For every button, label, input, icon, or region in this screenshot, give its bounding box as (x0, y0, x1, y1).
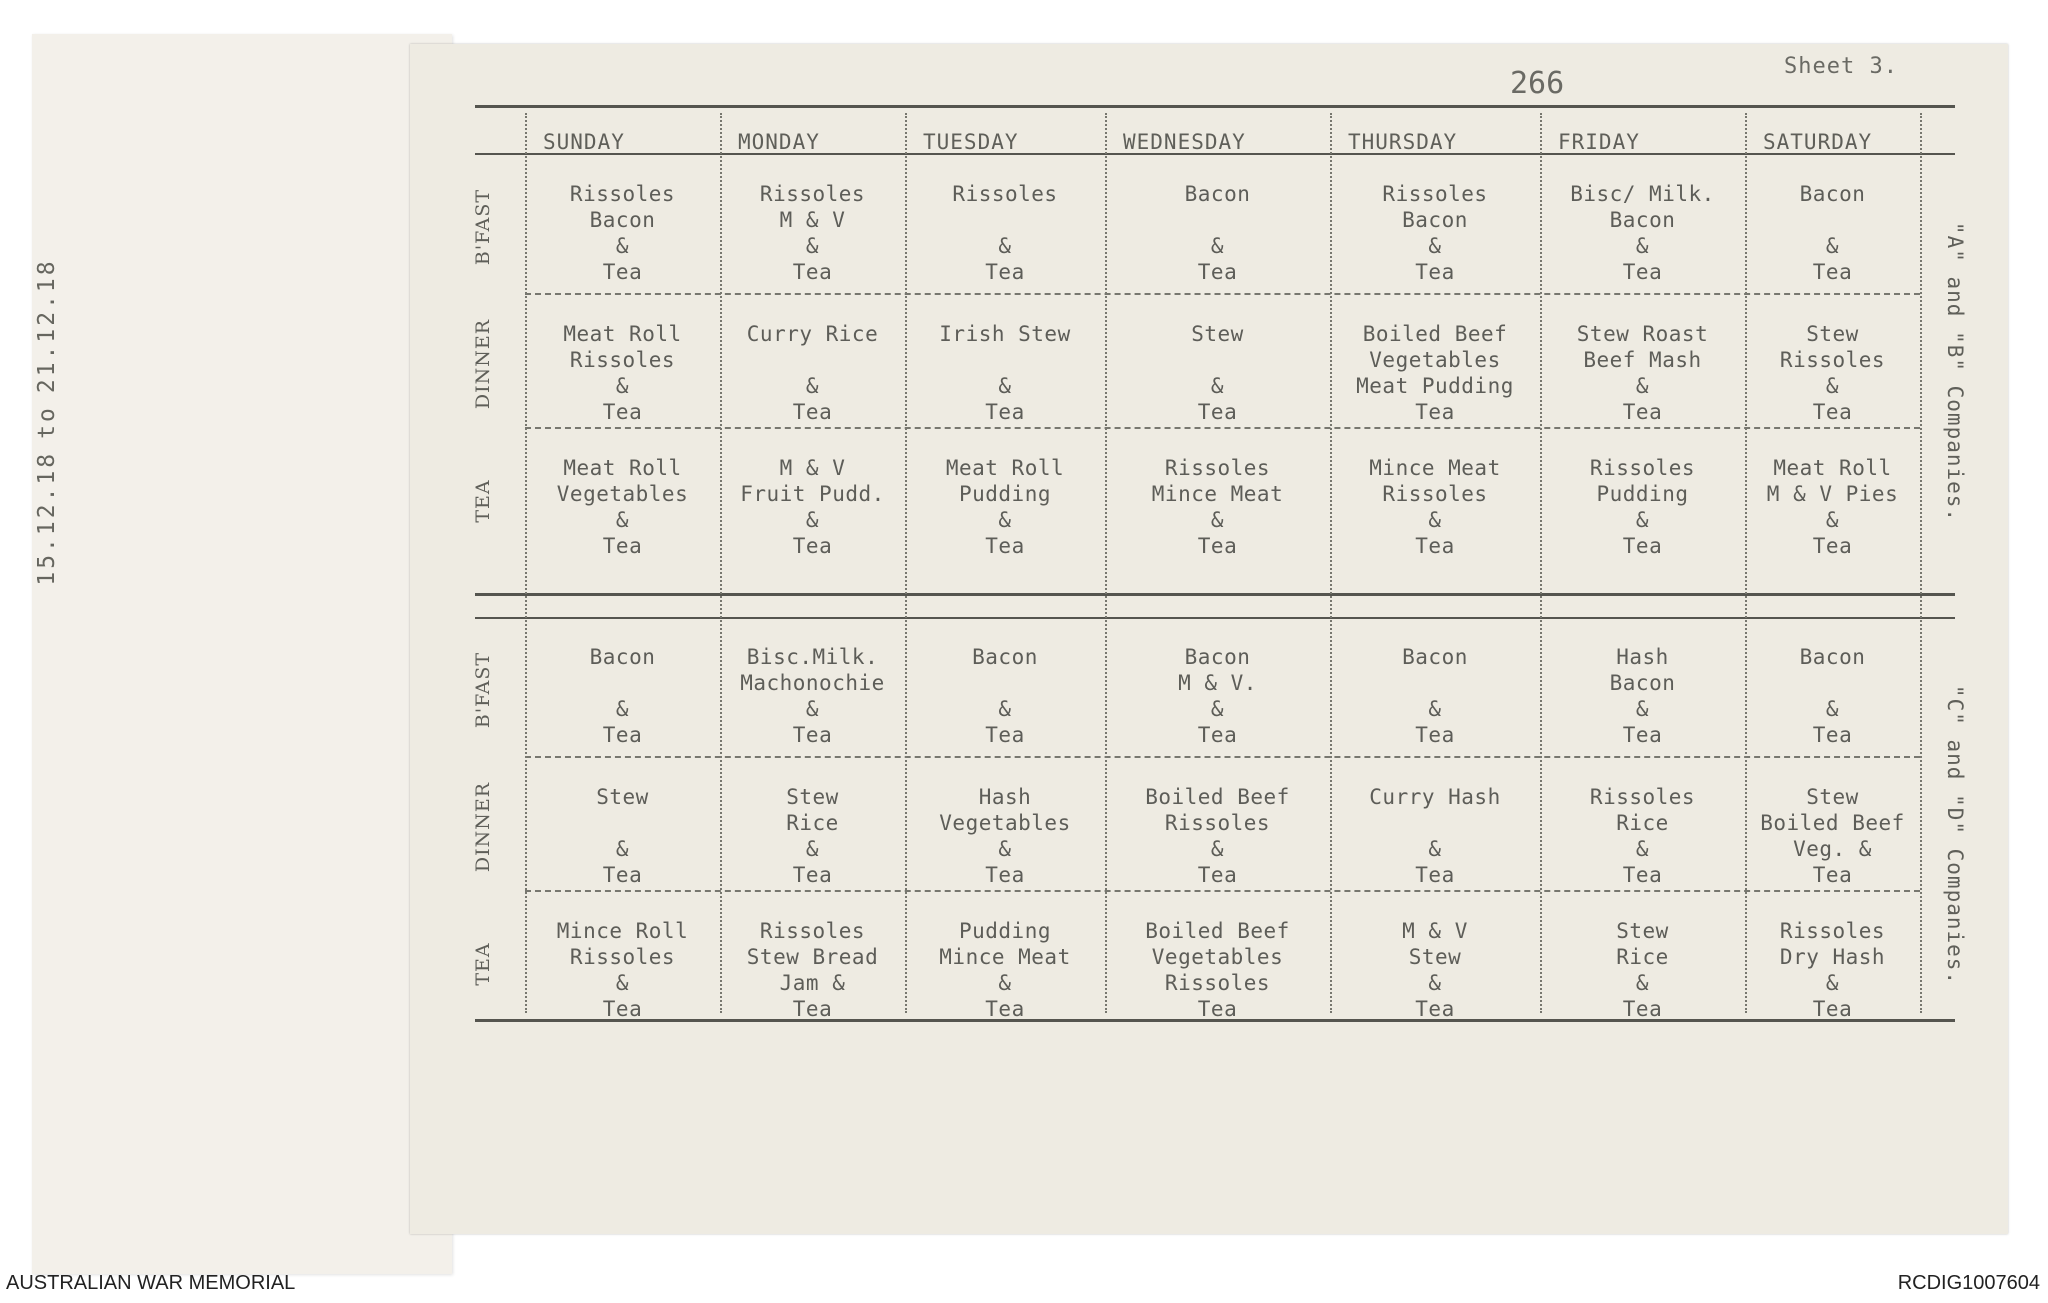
menu-line: Vegetables (556, 482, 689, 506)
menu-line: Tea (1622, 997, 1663, 1021)
menu-line: Boiled Beef (1145, 785, 1290, 809)
menu-line: Beef Mash (1583, 348, 1702, 372)
menu-line: Mince Meat (939, 945, 1071, 969)
menu-line: & (1635, 697, 1650, 721)
menu-line: Tea (1197, 260, 1238, 284)
menu-line: Stew (786, 785, 839, 809)
menu-line (913, 347, 1097, 373)
menu-cell (721, 644, 905, 748)
sheet-number-label: Sheet 3. (1784, 54, 1898, 79)
menu-line: Tea (602, 260, 643, 284)
menu-cell (1741, 321, 1925, 425)
menu-cell (1551, 644, 1735, 748)
menu-cell (1343, 455, 1527, 559)
menu-cell (1343, 181, 1527, 285)
menu-line: & (805, 697, 820, 721)
menu-line: & (1635, 508, 1650, 532)
day-header-1: MONDAY (738, 130, 820, 154)
menu-line: Tea (792, 534, 833, 558)
menu-line (1741, 207, 1925, 233)
menu-line: Rissoles (1779, 348, 1886, 372)
menu-line: Fruit Pudd. (740, 482, 885, 506)
menu-line: Tea (1197, 997, 1238, 1021)
menu-line: & (615, 508, 630, 532)
company-label: "C" and "D" Companies. (1943, 684, 1967, 986)
menu-line: Tea (1812, 723, 1853, 747)
menu-line: Meat Roll (563, 322, 682, 346)
archive-name: AUSTRALIAN WAR MEMORIAL (6, 1272, 296, 1294)
menu-cell (721, 918, 905, 1022)
menu-line (913, 207, 1097, 233)
menu-line: Bacon (1609, 208, 1676, 232)
menu-line: Tea (1622, 863, 1663, 887)
menu-line: Bacon (1402, 208, 1468, 232)
menu-cell (1126, 321, 1310, 425)
menu-line: Rice (1616, 945, 1669, 969)
menu-line: Vegetables (939, 811, 1071, 835)
menu-cell (1126, 644, 1310, 748)
menu-line: M & V (1402, 919, 1468, 943)
column-separator (1330, 113, 1332, 1013)
menu-cell (531, 321, 715, 425)
menu-line: Rissoles (1382, 182, 1488, 206)
archive-id: RCDIG1007604 (1897, 1272, 2040, 1294)
meal-separator (525, 427, 1920, 429)
menu-line: Bisc/ Milk. (1570, 182, 1715, 206)
menu-cell (913, 181, 1097, 285)
menu-line: Boiled Beef (1145, 919, 1290, 943)
menu-line: Stew Roast (1576, 322, 1709, 346)
menu-line: Bacon (589, 208, 656, 232)
menu-line: Jam & (779, 971, 846, 995)
menu-cell (531, 455, 715, 559)
menu-cell (1343, 784, 1527, 888)
menu-line: Rissoles (569, 182, 676, 206)
date-to-word: to (34, 405, 60, 439)
column-separator (1105, 113, 1107, 1013)
menu-line: Bacon (1609, 671, 1676, 695)
meal-label: DINNER (472, 781, 494, 873)
menu-line: Mince Roll (556, 919, 689, 943)
menu-line: Boiled Beef (1760, 811, 1905, 835)
menu-line (913, 670, 1097, 696)
menu-line: Tea (985, 400, 1025, 424)
menu-line: M & V Pies (1766, 482, 1899, 506)
menu-line: Tea (792, 863, 833, 887)
meal-label: TEA (472, 942, 494, 986)
menu-cell (1741, 918, 1925, 1022)
menu-line: Bacon (1402, 645, 1468, 669)
menu-line: & (615, 971, 630, 995)
menu-line: Meat Pudding (1356, 374, 1514, 398)
menu-line: & (1825, 971, 1840, 995)
day-header-2: TUESDAY (923, 130, 1019, 154)
menu-cell (1741, 644, 1925, 748)
meal-label: TEA (472, 479, 494, 523)
menu-line: Vegetables (1369, 348, 1501, 372)
menu-line: & (1210, 837, 1225, 861)
day-header-6: SATURDAY (1763, 130, 1873, 154)
menu-line: Tea (985, 997, 1025, 1021)
menu-line: Hash (978, 785, 1032, 809)
menu-cell (1343, 321, 1527, 425)
menu-line: Mince Meat (1151, 482, 1284, 506)
menu-line (531, 670, 715, 696)
menu-line: Meat Roll (1773, 456, 1892, 480)
menu-cell (531, 644, 715, 748)
menu-line: & (805, 234, 820, 258)
day-header-0: SUNDAY (543, 130, 625, 154)
menu-line: Tea (1415, 723, 1455, 747)
menu-line: Pudding (1596, 482, 1689, 506)
meal-label: DINNER (472, 318, 494, 410)
menu-line: Tea (602, 400, 643, 424)
menu-line: & (998, 234, 1012, 258)
menu-line: & (998, 508, 1012, 532)
menu-line: & (998, 697, 1012, 721)
block-divider-rule-lower (475, 617, 1955, 619)
menu-line: Meat Roll (563, 456, 682, 480)
column-separator (905, 113, 907, 1013)
menu-cell (1126, 181, 1310, 285)
menu-line: Rice (786, 811, 839, 835)
menu-cell (913, 455, 1097, 559)
menu-line: Rissoles (1779, 919, 1886, 943)
menu-line: Tea (1197, 534, 1238, 558)
menu-line: & (615, 234, 630, 258)
menu-cell (1126, 918, 1310, 1022)
menu-line: Tea (1622, 260, 1663, 284)
menu-line: & (1635, 374, 1650, 398)
menu-line: & (1210, 697, 1225, 721)
menu-line: Tea (1812, 997, 1853, 1021)
menu-cell (1551, 321, 1735, 425)
menu-line: Tea (1812, 260, 1853, 284)
menu-line: Tea (792, 997, 833, 1021)
menu-line: Tea (985, 260, 1025, 284)
meal-label: B'FAST (472, 188, 494, 266)
menu-line: & (1825, 374, 1840, 398)
menu-line: Rissoles (1164, 456, 1271, 480)
menu-line: Tea (1415, 400, 1455, 424)
menu-cell (1741, 181, 1925, 285)
menu-line: Rissoles (759, 919, 866, 943)
menu-cell (1551, 784, 1735, 888)
archive-page-number: 266 (1510, 66, 1565, 101)
column-separator (525, 113, 527, 1013)
block-divider-rule (475, 593, 1955, 596)
menu-line: & (1428, 697, 1442, 721)
menu-line: Machonochie (740, 671, 885, 695)
menu-line: Stew (596, 785, 649, 809)
menu-line: Bacon (1799, 182, 1866, 206)
menu-line: Tea (1415, 534, 1455, 558)
menu-line: & (1428, 234, 1442, 258)
menu-line: Rissoles (569, 945, 676, 969)
menu-cell (1126, 784, 1310, 888)
menu-line: Stew (1408, 945, 1462, 969)
date-to: 21.12.18 (34, 258, 60, 394)
menu-line (1343, 810, 1527, 836)
menu-line: Rissoles (1382, 482, 1488, 506)
meal-separator (525, 756, 1920, 758)
menu-line: & (615, 697, 630, 721)
day-header-3: WEDNESDAY (1123, 130, 1246, 154)
menu-line: Stew (1616, 919, 1669, 943)
menu-line: Tea (602, 997, 643, 1021)
menu-line: Irish Stew (939, 322, 1071, 346)
menu-line: Mince Meat (1369, 456, 1501, 480)
date-from: 15.12.18 (34, 450, 60, 586)
menu-line: & (1825, 508, 1840, 532)
menu-line: & (1635, 837, 1650, 861)
menu-line: Bacon (1799, 645, 1866, 669)
day-header-4: THURSDAY (1348, 130, 1458, 154)
menu-line (721, 347, 905, 373)
menu-line: & (1825, 697, 1840, 721)
menu-cell (1551, 455, 1735, 559)
menu-line: Tea (1415, 260, 1455, 284)
menu-line: Tea (985, 534, 1025, 558)
menu-line: Tea (1622, 723, 1663, 747)
menu-cell (1551, 918, 1735, 1022)
menu-cell (721, 321, 905, 425)
menu-line: Rissoles (569, 348, 676, 372)
menu-line: Tea (602, 723, 643, 747)
menu-cell (721, 455, 905, 559)
menu-line: Boiled Beef (1362, 322, 1508, 346)
date-range (27, 172, 67, 672)
menu-cell (913, 918, 1097, 1022)
menu-line: Stew Bread (746, 945, 879, 969)
menu-cell (1741, 455, 1925, 559)
menu-line: Curry Hash (1369, 785, 1501, 809)
menu-line: & (1635, 234, 1650, 258)
menu-line: Rissoles (1589, 785, 1696, 809)
menu-cell (531, 784, 715, 888)
menu-line: & (1825, 234, 1840, 258)
menu-line: Meat Roll (945, 456, 1065, 480)
menu-cell (721, 784, 905, 888)
menu-line: Rissoles (759, 182, 866, 206)
menu-line: M & V (779, 456, 846, 480)
menu-line: Hash (1616, 645, 1669, 669)
menu-cell (913, 321, 1097, 425)
menu-line: & (1428, 837, 1442, 861)
menu-line: & (1210, 374, 1225, 398)
menu-line: M & V. (1178, 671, 1257, 695)
menu-line: Tea (1622, 534, 1663, 558)
menu-line: Rissoles (952, 182, 1058, 206)
menu-line: Tea (985, 863, 1025, 887)
menu-line: Tea (1812, 534, 1853, 558)
menu-cell (1126, 455, 1310, 559)
menu-line: Tea (985, 723, 1025, 747)
menu-line: Stew (1806, 785, 1859, 809)
table-top-rule (475, 105, 1955, 108)
menu-line: & (1428, 971, 1442, 995)
menu-line: Tea (1197, 723, 1238, 747)
meal-label: B'FAST (472, 651, 494, 729)
menu-cell (1741, 784, 1925, 888)
menu-line: Bacon (1184, 645, 1251, 669)
menu-line: M & V (779, 208, 846, 232)
menu-line: Stew (1806, 322, 1859, 346)
menu-line: & (805, 837, 820, 861)
column-separator (1540, 113, 1542, 1013)
menu-cell (531, 181, 715, 285)
menu-cell (1551, 181, 1735, 285)
menu-line: Tea (1197, 863, 1238, 887)
menu-line: & (615, 374, 630, 398)
menu-line: Tea (1197, 400, 1238, 424)
menu-line: & (1210, 234, 1225, 258)
day-header-5: FRIDAY (1558, 130, 1640, 154)
menu-line: Bacon (1184, 182, 1251, 206)
menu-cell (1343, 918, 1527, 1022)
menu-line: & (805, 508, 820, 532)
menu-line: Curry Rice (746, 322, 879, 346)
menu-line (1343, 670, 1527, 696)
menu-line: Bacon (589, 645, 656, 669)
menu-line: & (1428, 508, 1442, 532)
menu-line: Stew (1191, 322, 1244, 346)
menu-line: Tea (602, 863, 643, 887)
menu-line: & (805, 374, 820, 398)
menu-line: Rissoles (1164, 811, 1271, 835)
menu-line: & (1635, 971, 1650, 995)
menu-line (1741, 670, 1925, 696)
menu-line: Dry Hash (1779, 945, 1886, 969)
menu-line: Tea (1415, 863, 1455, 887)
menu-cell (721, 181, 905, 285)
menu-line: Rissoles (1164, 971, 1271, 995)
menu-cell (531, 918, 715, 1022)
meal-separator (525, 890, 1920, 892)
menu-line: Tea (792, 260, 833, 284)
menu-line: Pudding (958, 919, 1051, 943)
menu-line (1126, 207, 1310, 233)
menu-line: Rissoles (1589, 456, 1696, 480)
menu-line: Veg. & (1793, 837, 1872, 861)
menu-line (531, 810, 715, 836)
menu-line: & (615, 837, 630, 861)
menu-line: Tea (602, 534, 643, 558)
menu-line: Tea (1812, 400, 1853, 424)
company-label: "A" and "B" Companies. (1943, 221, 1967, 523)
menu-line: & (998, 374, 1012, 398)
backing-sheet (32, 34, 452, 1274)
menu-line: Bisc.Milk. (746, 645, 879, 669)
menu-line: Tea (792, 400, 833, 424)
menu-line: Rice (1616, 811, 1669, 835)
menu-line (1126, 347, 1310, 373)
menu-line: Tea (792, 723, 833, 747)
menu-cell (913, 644, 1097, 748)
menu-line: & (998, 971, 1012, 995)
archive-footer (0, 1272, 2048, 1300)
menu-line: Bacon (972, 645, 1038, 669)
menu-line: Tea (1622, 400, 1663, 424)
menu-line: & (1210, 508, 1225, 532)
menu-line: & (998, 837, 1012, 861)
menu-cell (913, 784, 1097, 888)
menu-cell (1343, 644, 1527, 748)
menu-line: Tea (1812, 863, 1853, 887)
menu-line: Tea (1415, 997, 1455, 1021)
menu-line: Pudding (958, 482, 1051, 506)
menu-line: Vegetables (1151, 945, 1284, 969)
meal-separator (525, 293, 1920, 295)
